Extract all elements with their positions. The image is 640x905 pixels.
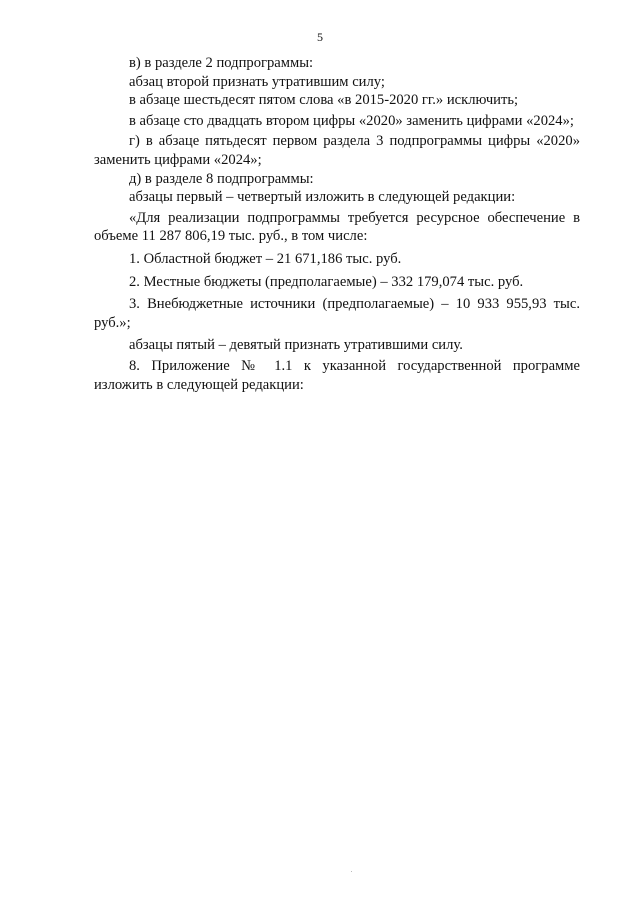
document-body bbox=[94, 54, 580, 394]
page-number: 5 bbox=[317, 30, 323, 44]
paragraph-abzac-122: в абзаце сто двадцать втором цифры «2020» заменить цифрами «2024»; bbox=[129, 112, 574, 129]
paragraph-abzacy-5-9: абзацы пятый – девятый признать утратившими силу. bbox=[129, 337, 463, 354]
paragraph-abzacy-1-4: абзацы первый – четвертый изложить в следующей редакции: bbox=[129, 189, 516, 206]
paragraph-section-2: в) в разделе 2 подпрограммы: bbox=[129, 55, 314, 71]
paragraph-local-budgets: 2. Местные бюджеты (предполагаемые) – 332 179,074 тыс. руб. bbox=[129, 273, 524, 290]
paragraph-resource-intro: «Для реализации подпрограммы требуется ресурсное обеспечение в объеме 11 287 806,19 тыс. руб., в том числе: bbox=[94, 209, 580, 245]
paragraph-section-3: г) в абзаце пятьдесят первом раздела 3 подпрограммы цифры «2020» заменить цифрами «2024»; bbox=[94, 133, 580, 168]
paragraph-abzac-65: в абзаце шестьдесят пятом слова «в 2015-2020 гг.» исключить; bbox=[129, 92, 519, 109]
scan-speck bbox=[351, 871, 352, 872]
paragraph-abzac-vtoroy: абзац второй признать утратившим силу; bbox=[129, 73, 385, 90]
paragraph-appendix-1-1: 8. Приложение № 1.1 к указанной государственной программе изложить в следующей редакции: bbox=[94, 357, 580, 393]
paragraph-extrabudget: 3. Внебюджетные источники (предполагаемые) – 10 933 955,93 тыс. руб.»; bbox=[94, 296, 580, 331]
paragraph-oblast-budget: 1. Областной бюджет – 21 671,186 тыс. руб. bbox=[129, 250, 402, 267]
paragraph-section-8: д) в разделе 8 подпрограммы: bbox=[129, 170, 314, 187]
